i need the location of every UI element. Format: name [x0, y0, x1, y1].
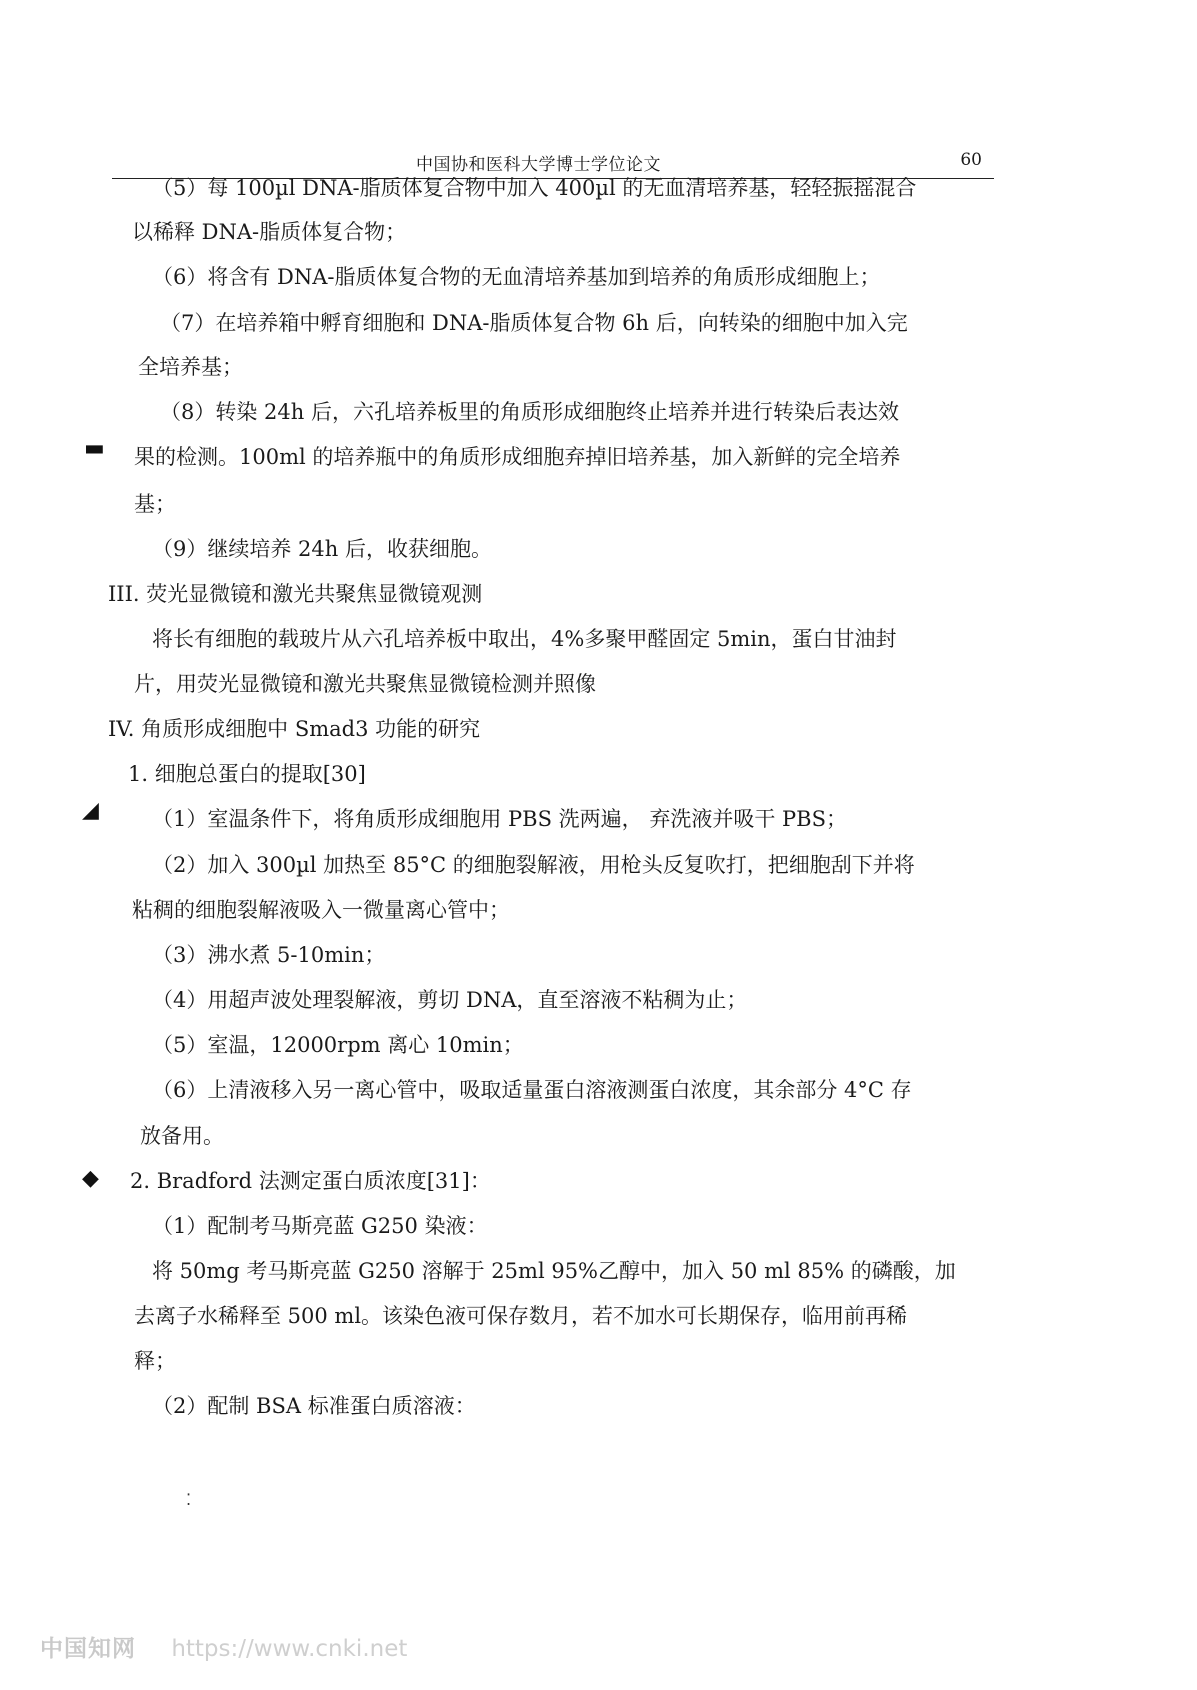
text-line: （5）每 100µl DNA-脂质体复合物中加入 400µl 的无血清培养基，轻轻振摇混合: [152, 176, 917, 200]
text-line: （6）上清液移入另一离心管中，吸取适量蛋白溶液测蛋白浓度，其余部分 4°C 存: [152, 1078, 912, 1102]
scan-mark-icon: ◆: [82, 1166, 99, 1191]
header-title: 中国协和医科大学博士学位论文: [416, 155, 661, 175]
text-line: （2）配制 BSA 标准蛋白质溶液：: [152, 1394, 476, 1418]
scan-mark-icon: ▬: [84, 436, 105, 461]
text-line: （6）将含有 DNA-脂质体复合物的无血清培养基加到培养的角质形成细胞上；: [152, 265, 881, 289]
subsection-heading: 1. 细胞总蛋白的提取[30]: [128, 762, 366, 786]
section-heading: IV. 角质形成细胞中 Smad3 功能的研究: [108, 717, 481, 741]
text-line: 将长有细胞的载玻片从六孔培养板中取出，4%多聚甲醛固定 5min，蛋白甘油封: [152, 627, 897, 651]
scan-dot-icon: ⁚: [186, 1490, 192, 1509]
watermark-brand: 中国知网: [40, 1636, 136, 1662]
watermark-url: https://www.cnki.net: [171, 1636, 408, 1662]
text-line: （3）沸水煮 5-10min；: [152, 943, 386, 967]
subsection-heading: 2. Bradford 法测定蛋白质浓度[31]：: [130, 1169, 491, 1193]
text-line: （1）室温条件下，将角质形成细胞用 PBS 洗两遍， 弃洗液并吸干 PBS；: [152, 807, 847, 831]
watermark: [40, 1630, 407, 1663]
text-line: （5）室温，12000rpm 离心 10min；: [152, 1033, 524, 1057]
text-line: （9）继续培养 24h 后，收获细胞。: [152, 537, 492, 561]
text-line: 片，用荧光显微镜和激光共聚焦显微镜检测并照像: [134, 672, 596, 696]
text-line: 释；: [134, 1349, 176, 1373]
text-line: 基；: [134, 492, 176, 516]
section-heading: III. 荧光显微镜和激光共聚焦显微镜观测: [108, 582, 483, 606]
scan-mark-icon: ◢: [82, 798, 99, 823]
page-number: 60: [960, 150, 982, 170]
text-line: 粘稠的细胞裂解液吸入一微量离心管中；: [132, 898, 510, 922]
text-line: 全培养基；: [138, 355, 243, 379]
text-line: 将 50mg 考马斯亮蓝 G250 溶解于 25ml 95%乙醇中，加入 50 ml 85% 的磷酸，加: [152, 1259, 956, 1283]
text-line: （8）转染 24h 后，六孔培养板里的角质形成细胞终止培养并进行转染后表达效: [160, 400, 899, 424]
text-line: 果的检测。100ml 的培养瓶中的角质形成细胞弃掉旧培养基，加入新鲜的完全培养: [134, 445, 901, 469]
text-line: 以稀释 DNA-脂质体复合物；: [132, 220, 407, 244]
text-line: 去离子水稀释至 500 ml。该染色液可保存数月，若不加水可长期保存，临用前再稀: [134, 1304, 908, 1328]
text-line: （7）在培养箱中孵育细胞和 DNA-脂质体复合物 6h 后，向转染的细胞中加入完: [160, 311, 908, 335]
text-line: （1）配制考马斯亮蓝 G250 染液：: [152, 1214, 488, 1238]
text-line: 放备用。: [140, 1124, 224, 1148]
text-line: （4）用超声波处理裂解液，剪切 DNA，直至溶液不粘稠为止；: [152, 988, 748, 1012]
text-line: （2）加入 300µl 加热至 85°C 的细胞裂解液，用枪头反复吹打，把细胞刮下并将: [152, 853, 915, 877]
